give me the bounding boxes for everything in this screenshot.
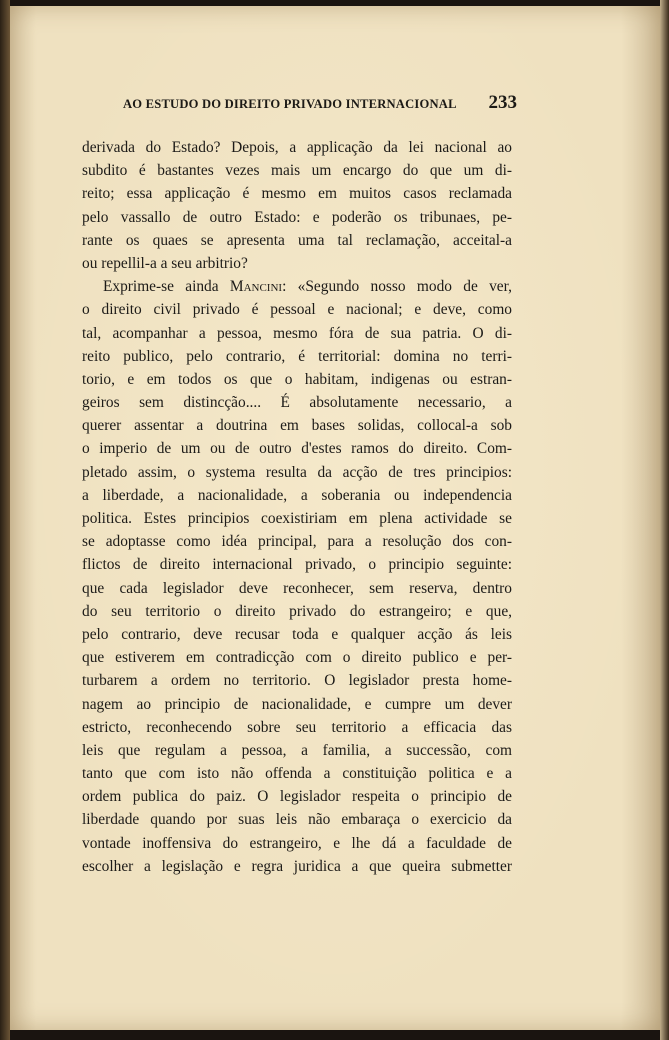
text-line: nagem ao principio de nacionalidade, e cumpre um dever xyxy=(82,695,512,713)
page-number: 233 xyxy=(488,92,517,113)
running-head: AO ESTUDO DO DIREITO PRIVADO INTERNACIONAL xyxy=(123,97,457,111)
text-line: que estiverem em contradicção com o direito publico e per- xyxy=(82,649,512,667)
text-line: o direito civil privado é pessoal e nacional; e deve, como xyxy=(82,301,512,319)
text-fragment: : «Segundo nosso modo de ver, xyxy=(282,278,512,296)
text-line xyxy=(82,275,512,298)
text-line: pelo vassallo de outro Estado: e poderão os tribunaes, pe- xyxy=(82,208,512,226)
text-line: que cada legislador deve reconhecer, sem reserva, dentro xyxy=(82,579,512,597)
text-line: querer assentar a doutrina em bases solidas, collocal-a sob xyxy=(82,417,512,435)
page-header xyxy=(123,92,517,118)
text-line: escolher a legislação e regra juridica a que queira submetter xyxy=(82,857,512,875)
text-line: geiros sem distincção.... É absolutamente necessario, a xyxy=(82,394,512,412)
text-line: tanto que com isto não offenda a constituição politica e a xyxy=(82,765,512,783)
text-line: ordem publica do paiz. O legislador respeita o principio de xyxy=(82,788,512,806)
text-line: tal, acompanhar a pessoa, mesmo fóra de sua patria. O di- xyxy=(82,324,512,342)
text-line: rante os quaes se apresenta uma tal reclamação, acceital-a xyxy=(82,231,512,249)
text-line: subdito é bastantes vezes mais um encargo do que um di- xyxy=(82,162,512,180)
text-line: se adoptasse como idéa principal, para a resolução dos con- xyxy=(82,533,512,551)
text-line: leis que regulam a pessoa, a familia, a successão, com xyxy=(82,741,512,759)
text-line: ou repellil-a a seu arbitrio? xyxy=(82,254,248,272)
text-line: torio, e em todos os que o habitam, indigenas ou estran- xyxy=(82,370,512,388)
text-line: pletado assim, o systema resulta da acção de tres principios: xyxy=(82,463,512,481)
text-line: a liberdade, a nacionalidade, a soberania ou independencia xyxy=(82,486,512,504)
text-line: turbarem a ordem no territorio. O legislador presta home- xyxy=(82,672,512,690)
body-text xyxy=(82,136,512,878)
text-line: do seu territorio o direito privado do estrangeiro; e que, xyxy=(82,602,512,620)
text-line: politica. Estes principios coexistiriam em plena actividade se xyxy=(82,510,512,527)
text-line: o imperio de um ou de outro d'estes ramos do direito. Com- xyxy=(82,440,512,458)
text-line: liberdade quando por suas leis não embaraça o exercicio da xyxy=(82,811,512,829)
book-gutter xyxy=(0,0,10,1040)
text-line: derivada do Estado? Depois, a applicação da lei nacional ao xyxy=(82,139,512,156)
text-line: reito publico, pelo contrario, é territorial: domina no terri- xyxy=(82,347,512,365)
text-fragment: Exprime-se ainda xyxy=(103,278,219,296)
text-line: vontade inoffensiva do estrangeiro, e lhe dá a faculdade de xyxy=(82,834,512,852)
page-edge xyxy=(660,0,669,1040)
text-line: reito; essa applicação é mesmo em muitos casos reclamada xyxy=(82,185,512,203)
text-line: pelo contrario, deve recusar toda e qualquer acção ás leis xyxy=(82,625,512,643)
text-line: estricto, reconhecendo sobre seu territorio a efficacia das xyxy=(82,718,512,736)
author-name: Mancini xyxy=(229,278,283,296)
text-line: flictos de direito internacional privado, o principio seguinte: xyxy=(82,556,512,574)
